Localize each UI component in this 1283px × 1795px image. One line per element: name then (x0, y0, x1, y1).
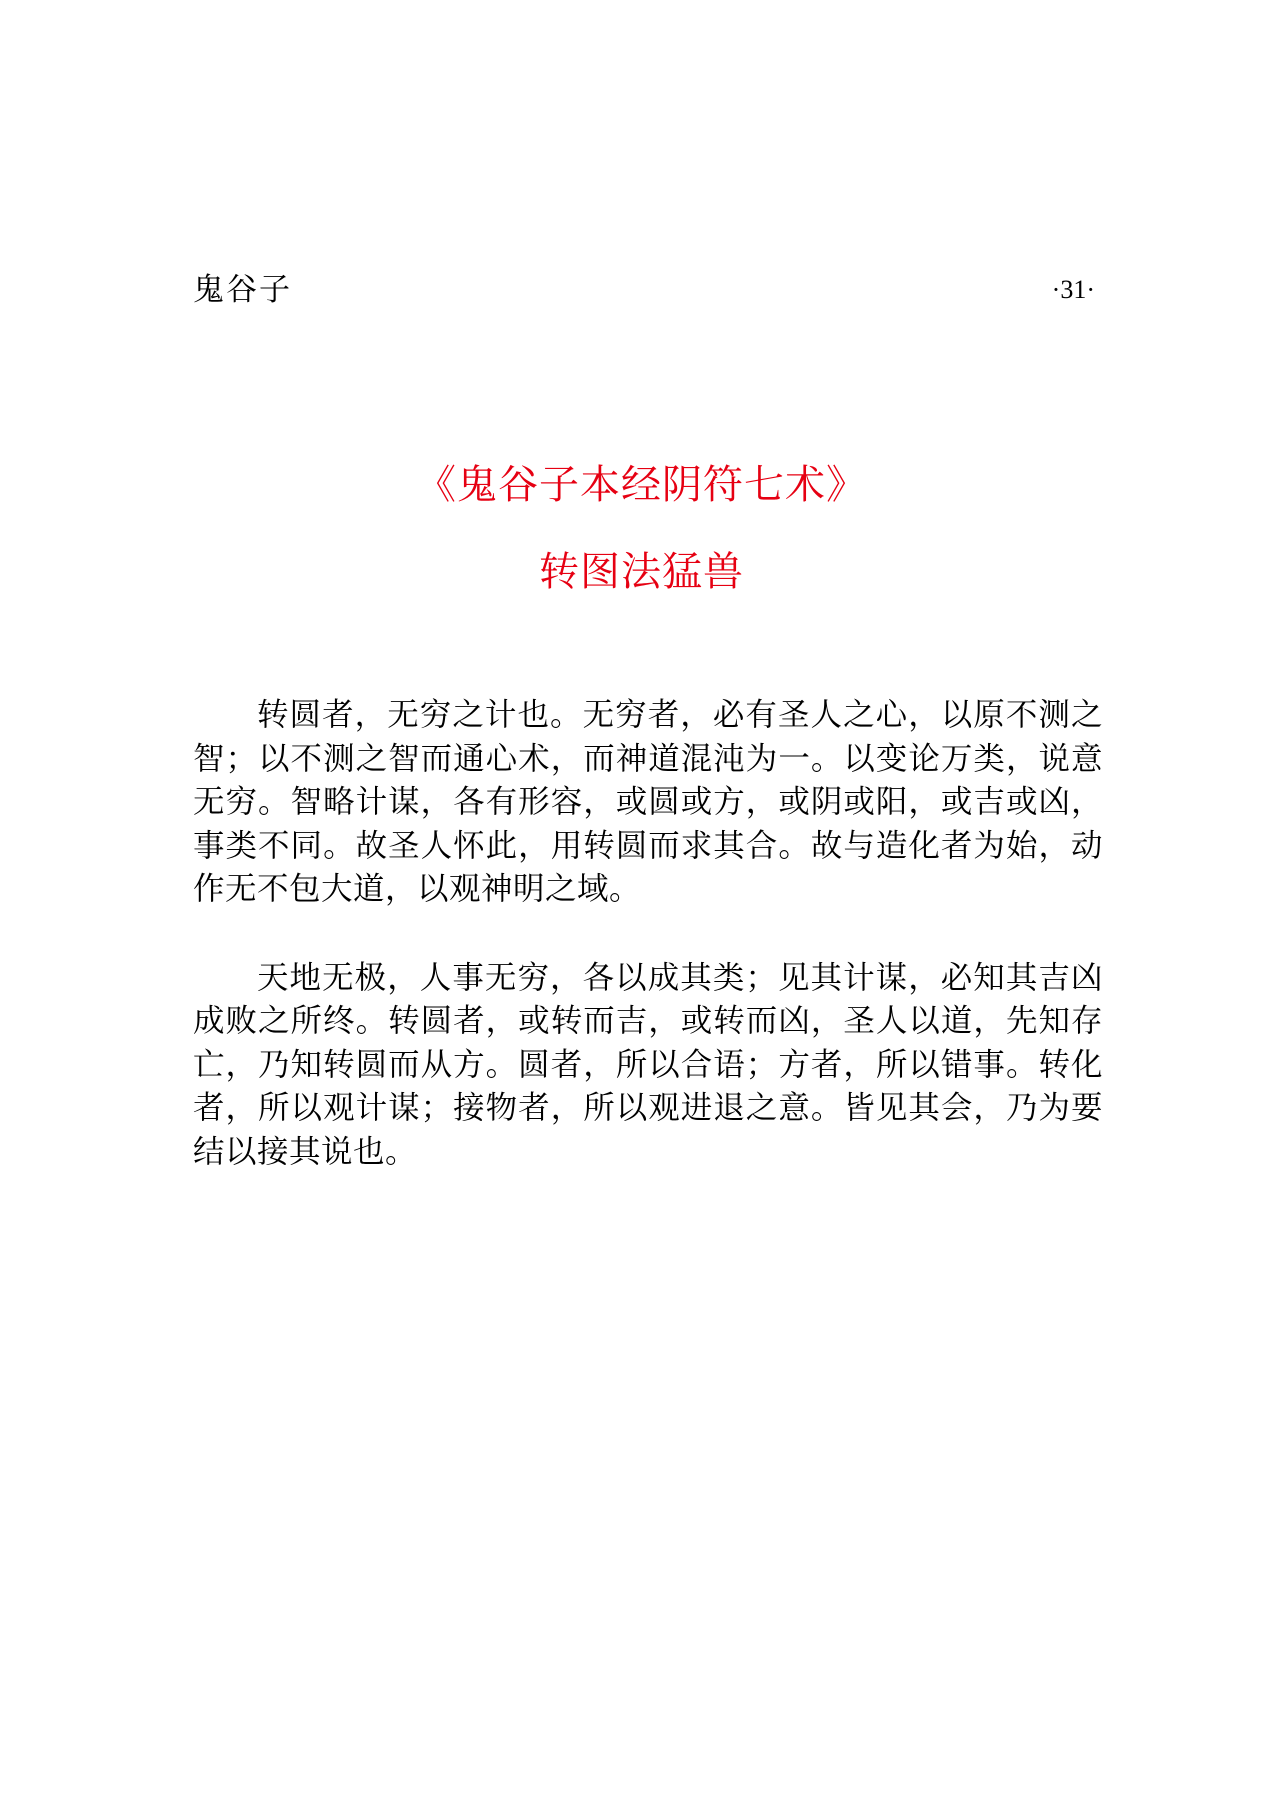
paragraph: 转圆者，无穷之计也。无穷者，必有圣人之心，以原不测之智；以不测之智而通心术，而神道混沌为一。以变论万类，说意无穷。智略计谋，各有形容，或圆或方，或阴或阳，或吉或凶，事类不同。故圣人怀此，用转圆而求其合。故与造化者为始，动作无不包大道，以观神明之域。 (193, 697, 1103, 907)
running-header (193, 268, 1095, 312)
paragraph: 天地无极，人事无穷，各以成其类；见其计谋，必知其吉凶成败之所终。转圆者，或转而吉，或转而凶，圣人以道，先知存亡，乃知转圆而从方。圆者，所以合语；方者，所以错事。转化者，所以观计谋；接物者，所以观进退之意。皆见其会，乃为要结以接其说也。 (193, 959, 1103, 1170)
page-number: ·31· (1051, 275, 1095, 304)
chapter-heading (0, 455, 1283, 602)
body-text (193, 694, 1103, 1174)
main-title: 《鬼谷子本经阴符七术》 (416, 462, 867, 508)
sub-title: 转图法猛兽 (539, 549, 744, 595)
book-title: 鬼谷子 (193, 272, 292, 308)
